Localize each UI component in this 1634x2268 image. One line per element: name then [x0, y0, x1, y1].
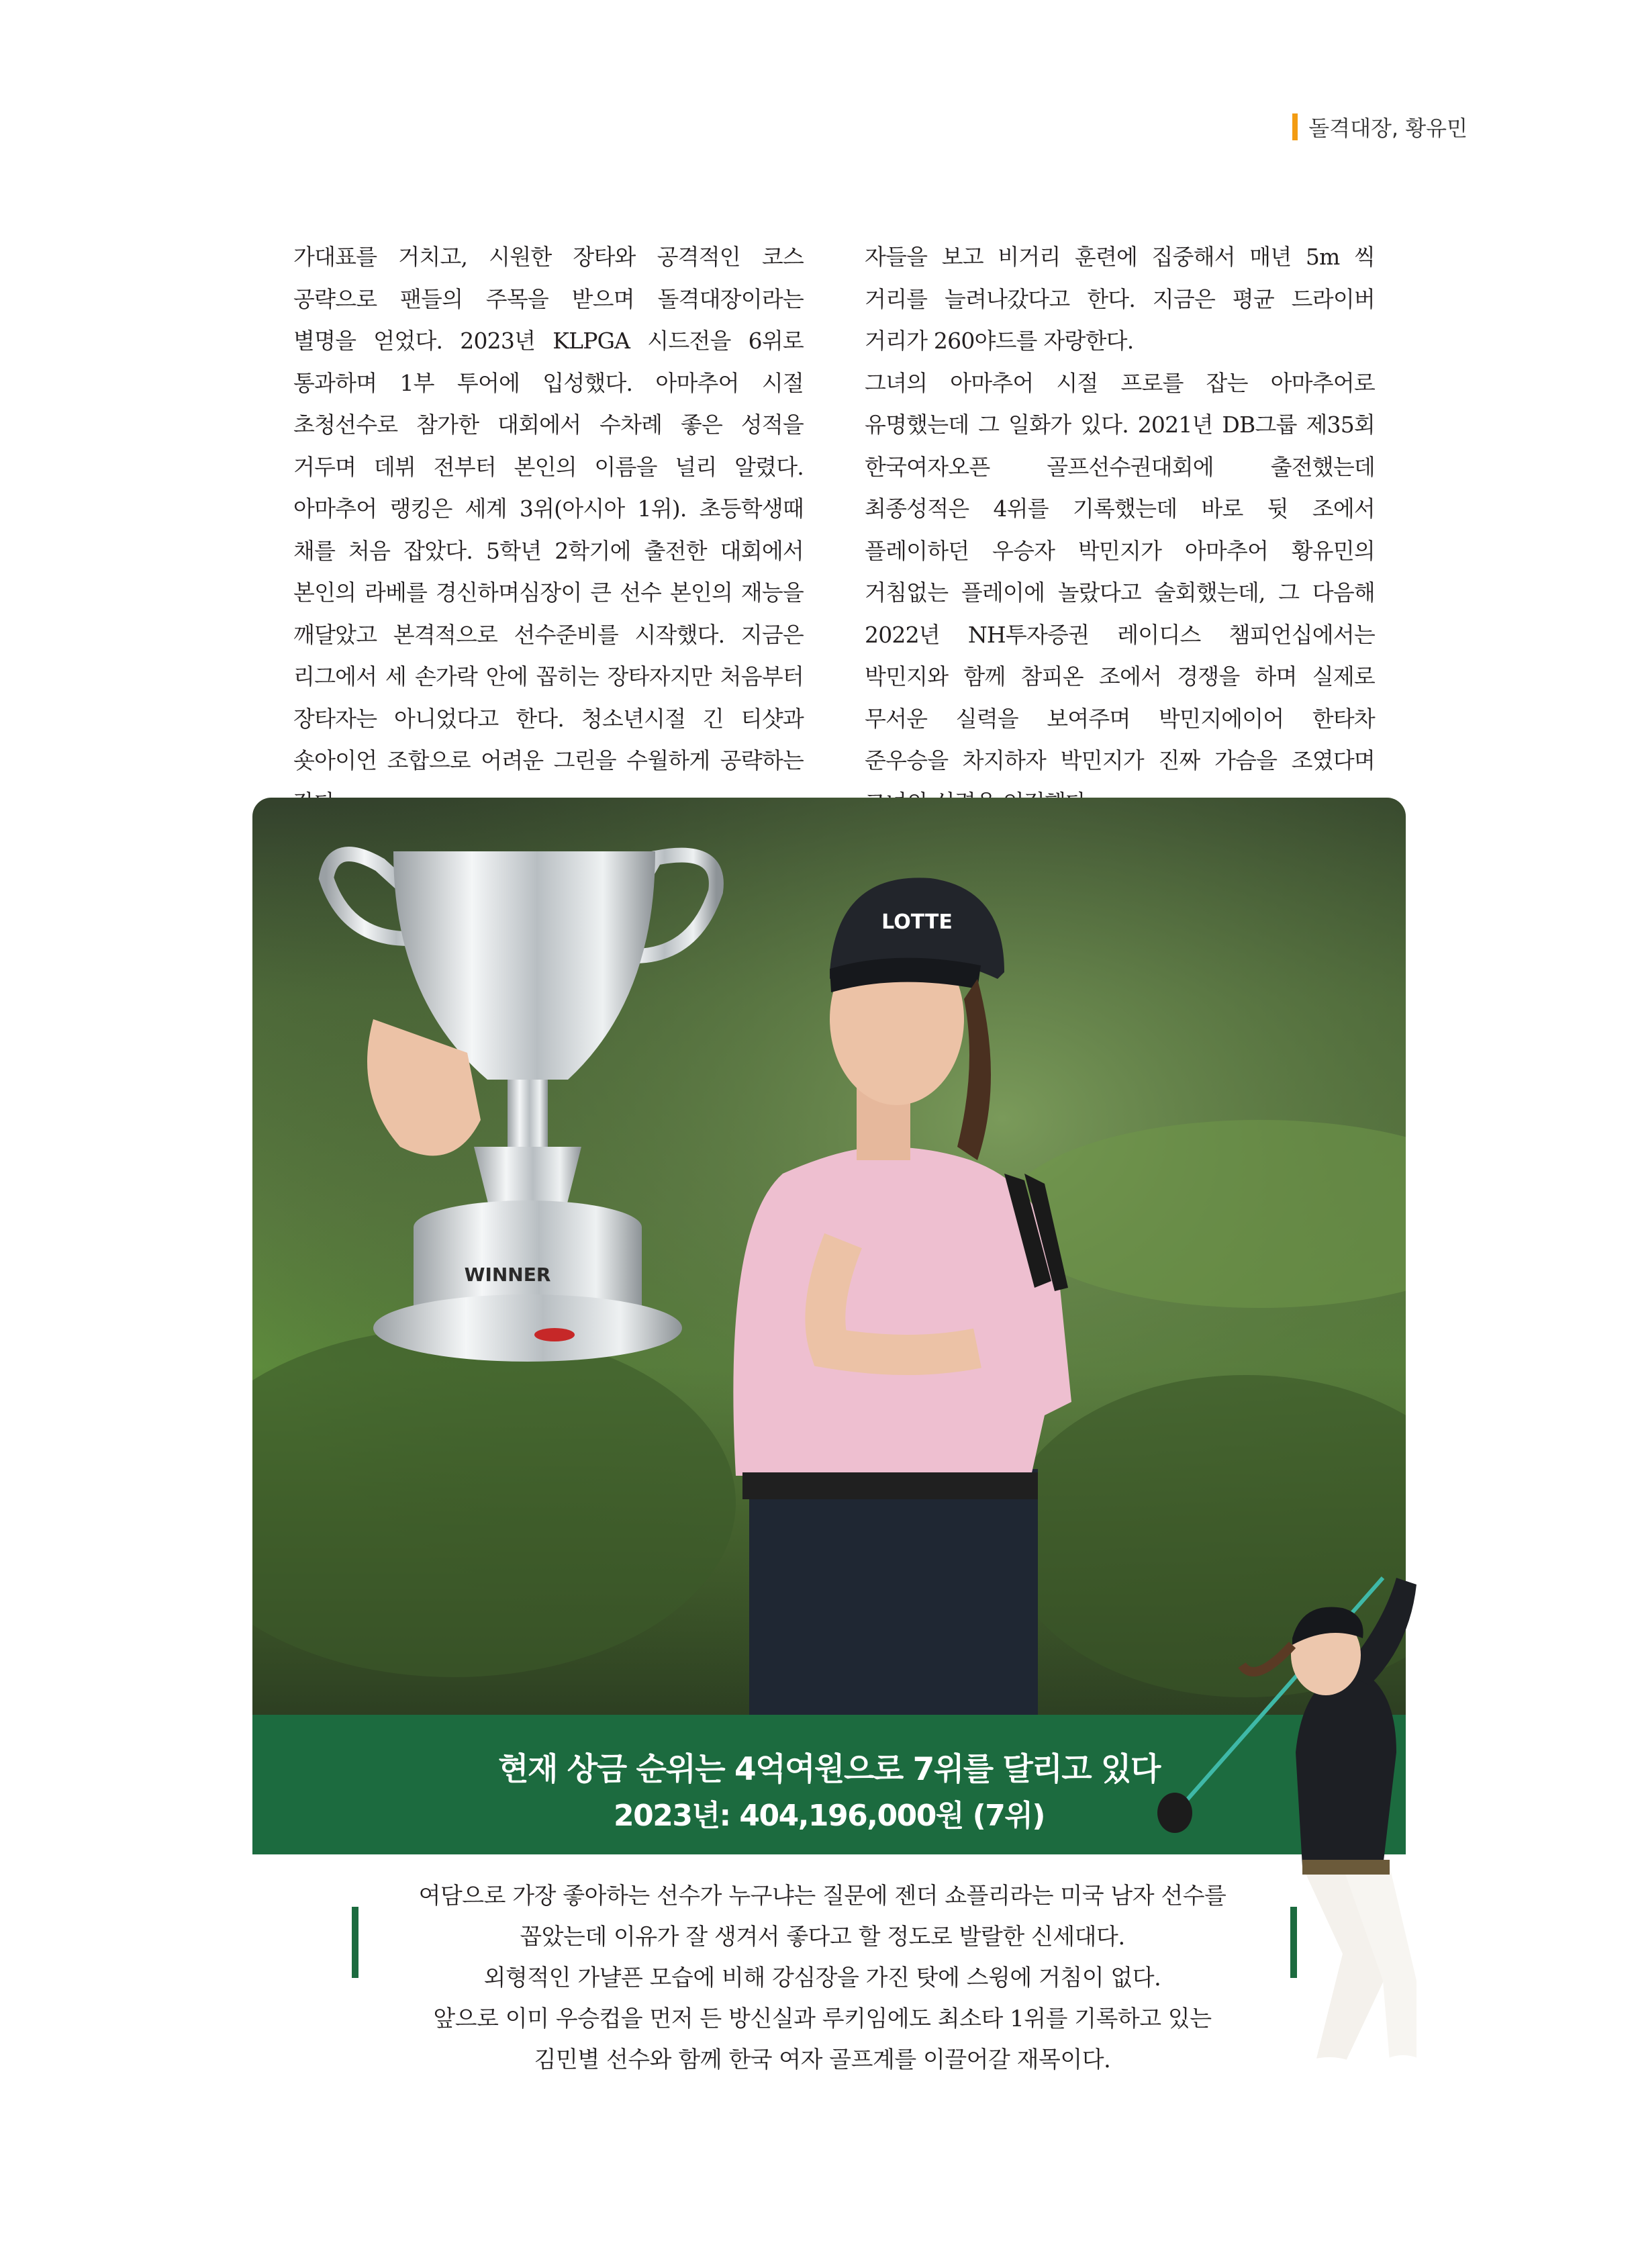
left-text-column	[293, 236, 804, 824]
quote-line: 김민별 선수와 함께 한국 여자 골프계를 이끌어갈 재목이다.	[534, 2046, 1111, 2073]
pull-quote	[376, 1876, 1269, 2081]
quote-accent-bar-left	[352, 1907, 358, 1978]
banner-prize-amount: 2023년: 404,196,000원 (7위)	[613, 1799, 1045, 1833]
header-accent-bar	[1292, 113, 1298, 140]
trophy-engraving-text: WINNER	[464, 1264, 551, 1286]
cap-logo-text: LOTTE	[881, 910, 953, 934]
section-title: 돌격대장, 황유민	[1308, 115, 1468, 141]
quote-line: 외형적인 가냘픈 모습에 비해 강심장을 가진 탓에 스윙에 거침이 없다.	[483, 1965, 1161, 1991]
right-text-column	[865, 236, 1375, 824]
right-column-paragraph-2: 그녀의 아마추어 시절 프로를 잡는 아마추어로 유명했는데 그 일화가 있다. 2021년 DB그룹 제35회 한국여자오픈 골프선수권대회에 출전했는데 최종성적은 4위를 기록했는데 바로 뒷 조에서 플레이하던 우승자 박민지가 아마추어 황유민의 거침없는 플레이에 놀랐다고 술회했는데, 그 다음해 2022년 NH투자증권 레이디스 챔피언십에서는 박민지와 함께 참피온 조에서 경쟁을 하며 실제로 무서운 실력을 보여주며 박민지에이어 한타차 준우승을 차지하자 박민지가 진짜 가슴을 조였다며	[865, 369, 1375, 773]
left-column-paragraph: 가대표를 거치고, 시원한 장타와 공격적인 코스 공략으로 팬들의 주목을 받으며 돌격대장이라는 별명을 얻었다. 2023년 KLPGA 시드전을 6위로 통과하며 1부 투어에 입성했다. 아마추어 시절 초청선수로 참가한 대회에서 수차례 좋은 성적을 거두며 데뷔 전부터 본인의 이름을 널리 알렸다. 아마추어 랭킹은 세계 3위(아시아 1위). 초등학생때 채를 처음 잡았다. 5학년 2학기에 출전한 대회에서 본인의 라베를 경신하며심장이 큰 선수 본인의 재능을 깨달았고 본격적으로 선수준비를 시작했다. 지금은 리그에서 세 손가락 안에 꼽히는 장타자지만 처음부터 장타자는 아니었다고 한다. 청소년시절 긴 티샷과 숏아이언 조합으로 어려운 그린을 수월하게 공략하는	[293, 244, 804, 773]
quote-line: 꼽았는데 이유가 잘 생겨서 좋다고 할 정도로 발랄한 신세대다.	[520, 1924, 1125, 1950]
quote-line: 여담으로 가장 좋아하는 선수가 누구냐는 질문에 젠더 쇼플리라는 미국 남자 선수를	[418, 1883, 1227, 1909]
right-column-paragraph-1: 자들을 보고 비거리 훈련에 집중해서 매년 5m 씩 거리를 늘려나갔다고 한다. 지금은 평균 드라이버 거리가 260야드를 자랑한다.	[865, 244, 1375, 354]
quote-accent-bar-right	[1290, 1907, 1297, 1978]
quote-line: 앞으로 이미 우승컵을 먼저 든 방신실과 루키임에도 최소타 1위를 기록하고 있는	[433, 2005, 1212, 2032]
banner-headline: 현재 상금 순위는 4억여원으로 7위를 달리고 있다	[498, 1751, 1160, 1788]
section-header	[1292, 111, 1468, 142]
